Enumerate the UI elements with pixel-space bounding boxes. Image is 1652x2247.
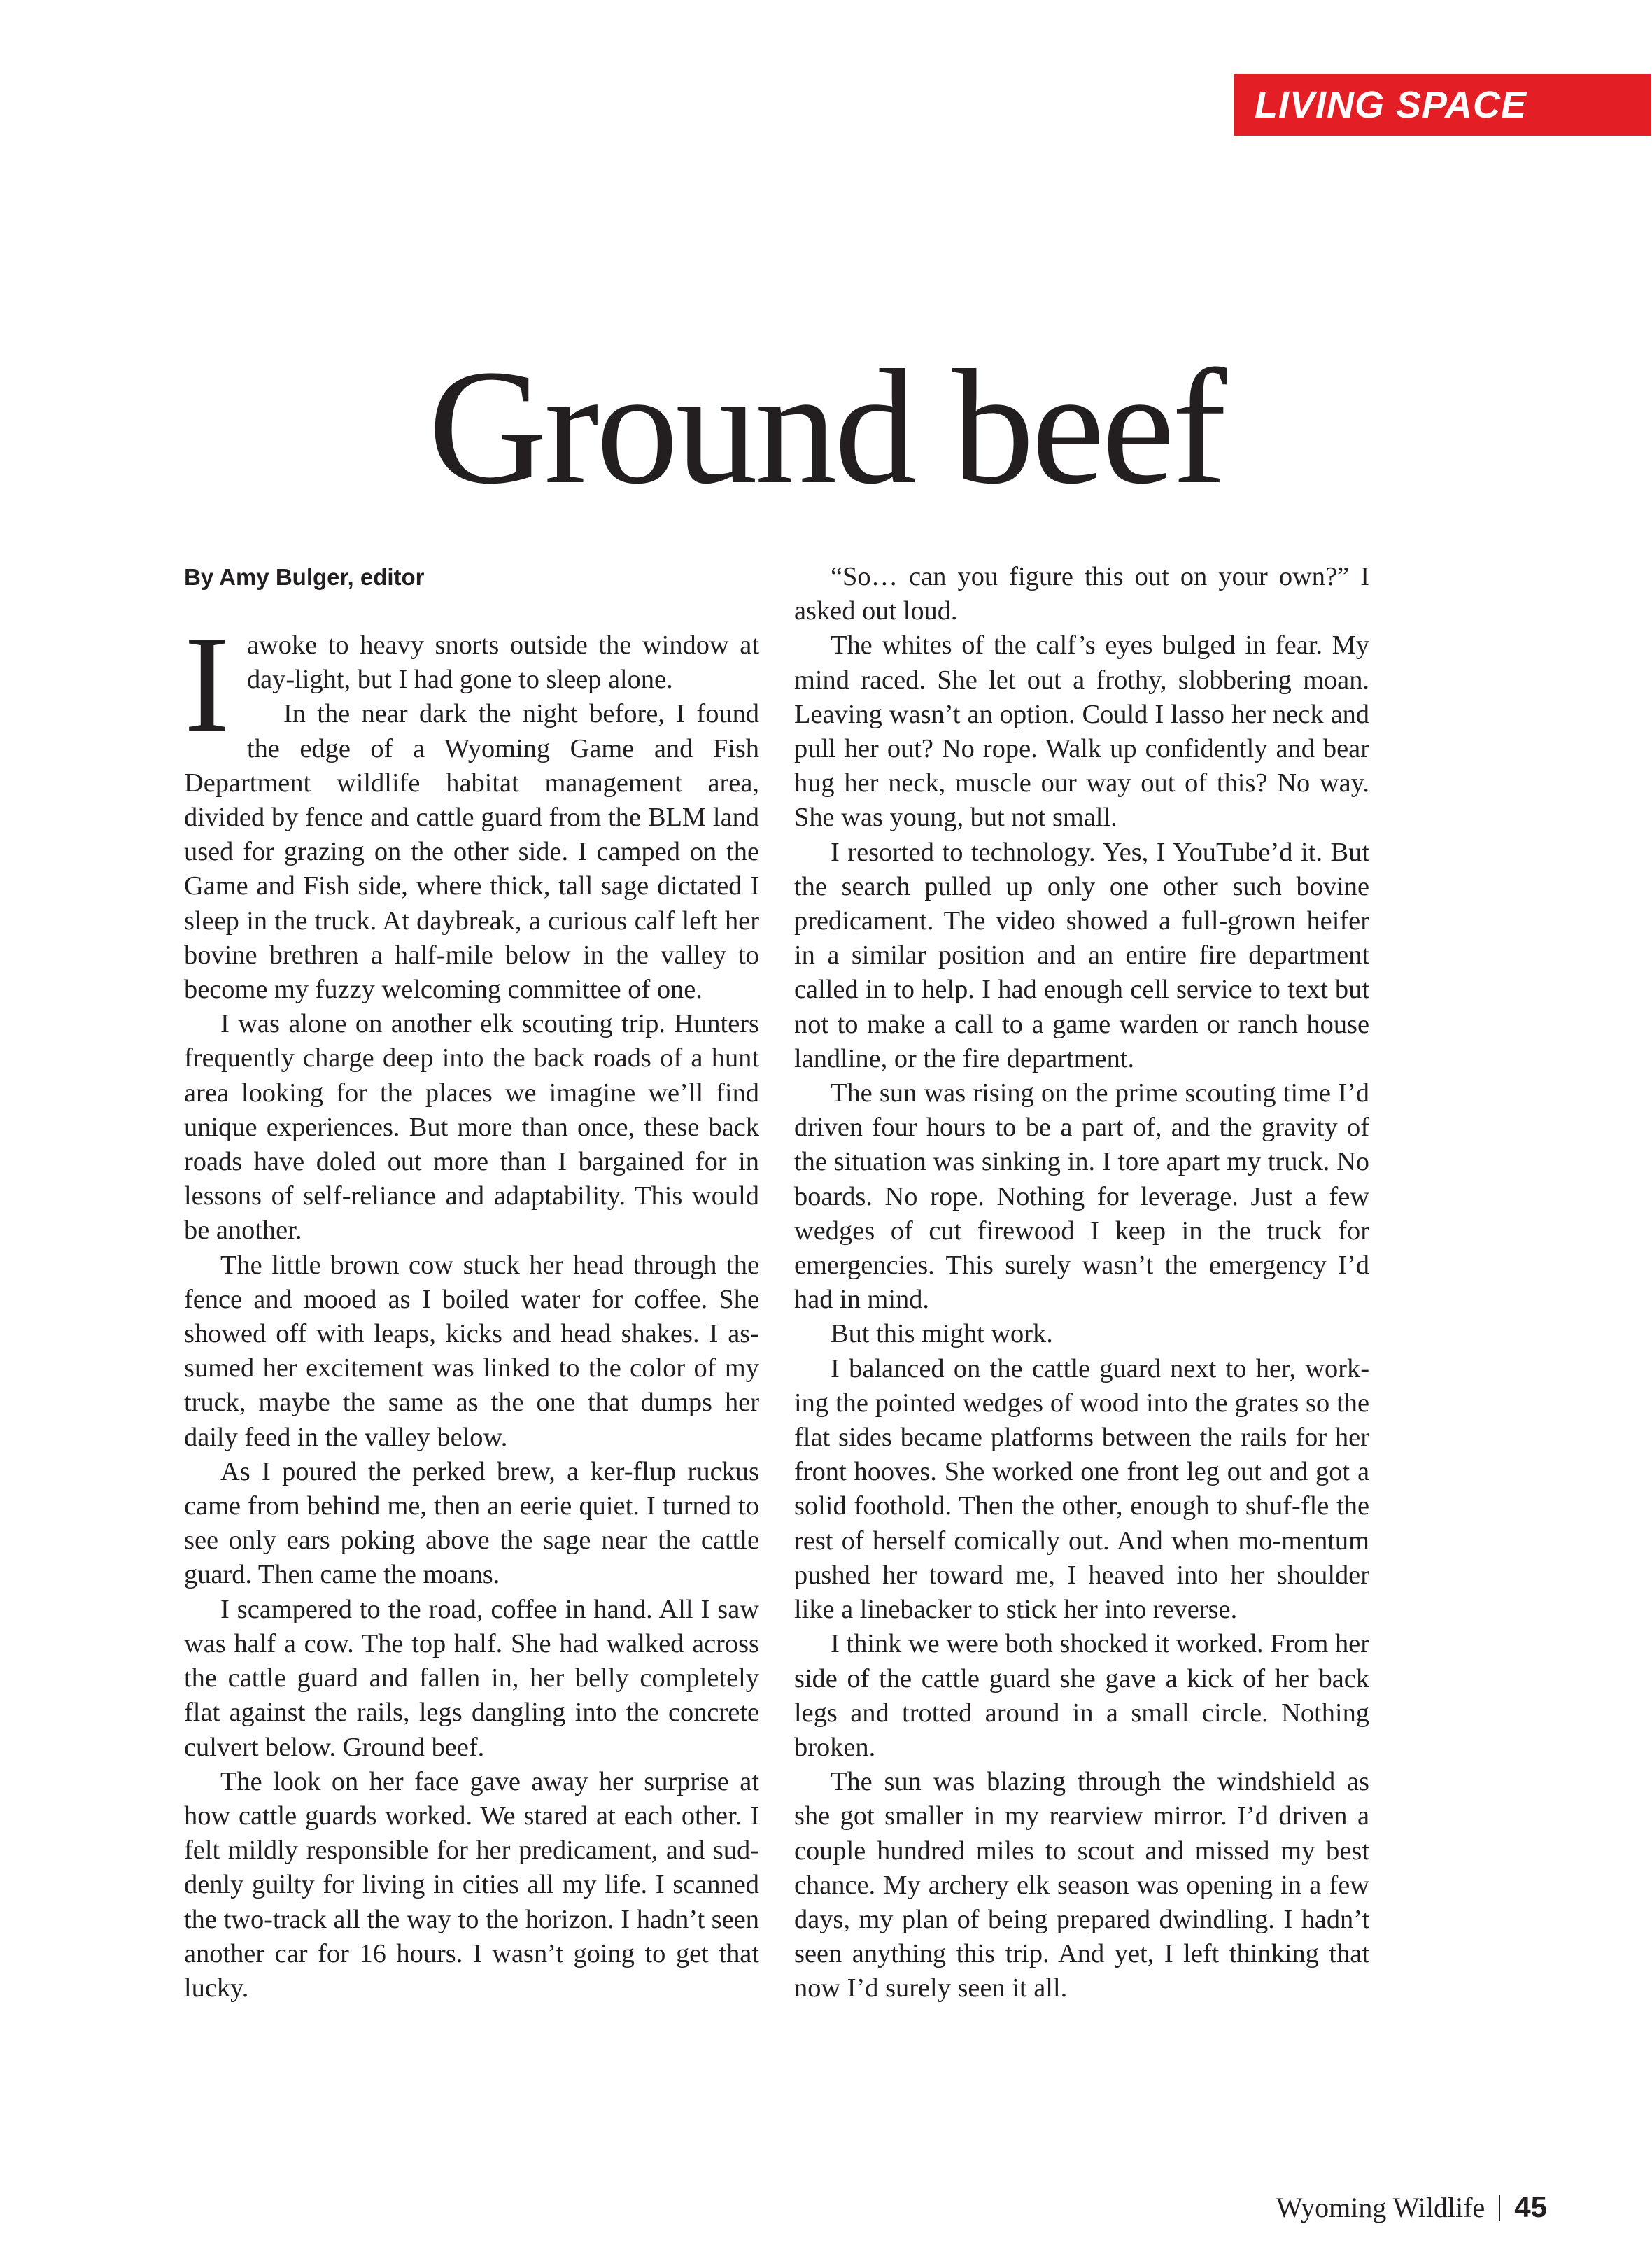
byline: By Amy Bulger, editor: [184, 564, 425, 590]
paragraph: I scampered to the road, coffee in hand. All I saw was half a cow. The top half. She had walked across the cattle guard and fallen in, her belly completely flat against the rails, legs dangling into the concrete culvert below. Ground beef.: [184, 1594, 759, 1762]
paragraph: I resorted to technology. Yes, I YouTube’d it. But the search pulled up only one other such bovine predicament. The video showed a full-grown heifer in a similar position and an entire fire department called in to help. I had enough cell service to text but not to make a call to a game warden or ranch house landline, or the fire department.: [794, 837, 1369, 1073]
paragraph-text: awoke to heavy snorts outside the window at day-light, but I had gone to sleep alone.: [246, 631, 759, 695]
paragraph: As I poured the perked brew, a ker-flup ruckus came from behind me, then an eerie quiet. I turned to see only ears poking above the sage near the cattle guard. Then came the moans.: [184, 1456, 759, 1590]
article-title: Ground beef: [428, 336, 1224, 518]
paragraph: But this might work.: [831, 1319, 1053, 1349]
publication-name: Wyoming Wildlife: [1276, 2192, 1485, 2223]
paragraph: “So… can you figure this out on your own?” I asked out loud.: [794, 562, 1369, 626]
paragraph: I think we were both shocked it worked. From her side of the cattle guard she gave a kick of her back legs and trotted around in a small circle. Nothing broken.: [794, 1629, 1369, 1762]
paragraph: The look on her face gave away her surprise at how cattle guards worked. We stared at each other. I felt mildly responsible for her predicament, and sud-denly guilty for living in cities all my life. I scanned the two-track all the way to the horizon. I hadn’t seen another car for 16 hours. I wasn’t going to get that lucky.: [184, 1766, 759, 2003]
section-tag: LIVING SPACE: [1234, 74, 1651, 136]
paragraph: I balanced on the cattle guard next to her, work-ing the pointed wedges of wood into the grates so the flat sides became platforms between the rails for her front hooves. She worked one front leg out and got a solid foothold. Then the other, enough to shuf-fle the rest of herself comically out. And when mo-mentum pushed her toward me, I heaved into her shoulder like a linebacker to stick her into reverse.: [794, 1353, 1369, 1625]
page-number: 45: [1514, 2190, 1547, 2223]
paragraph: The sun was rising on the prime scouting time I’d driven four hours to be a part of, and the gravity of the situation was sinking in. I tore apart my truck. No boards. No rope. Nothing for leverage. Just a few wedges of cut firewood I keep in the truck for emergencies. This surely wasn’t the emergency I’d had in mind.: [794, 1078, 1369, 1315]
footer-divider: [1499, 2195, 1500, 2221]
paragraph: I was alone on another elk scouting trip. Hunters frequently charge deep into the back roads of a hunt area looking for the places we imagine we’ll find unique experiences. But more than once, these back roads have doled out more than I bargained for in lessons of self-reliance and adaptability. This would be another.: [184, 1009, 759, 1246]
left-column: [184, 560, 759, 2006]
drop-cap: I: [184, 607, 230, 761]
paragraph: The sun was blazing through the windshield as she got smaller in my rearview mirror. I’d driven a couple hundred miles to scout and missed my best chance. My archery elk season was opening in a few days, my plan of being prepared dwindling. I hadn’t seen anything this trip. And yet, I left thinking that now I’d surely seen it all.: [794, 1767, 1369, 2003]
right-column: [794, 560, 1369, 2006]
paragraph: The little brown cow stuck her head through the fence and mooed as I boiled water for coffee. She showed off with leaps, kicks and head shakes. I as-sumed her excitement was linked to the color of my truck, maybe the same as the one that dumps her daily feed in the valley below.: [184, 1250, 759, 1452]
paragraph: In the near dark the night before, I found the edge of a Wyoming Game and Fish Department wildlife habitat management area, divided by fence and cattle guard from the BLM land used for grazing on the other side. I camped on the Game and Fish side, where thick, tall sage dictated I sleep in the truck. At daybreak, a curious calf left her bovine brethren a half-mile below in the valley to become my fuzzy welcoming committee of one.: [184, 699, 759, 1005]
paragraph: [184, 607, 759, 761]
page-footer: [1276, 2188, 1547, 2227]
paragraph: The whites of the calf’s eyes bulged in fear. My mind raced. She let out a frothy, slobbering moan. Leaving wasn’t an option. Could I lasso her neck and pull her out? No rope. Walk up confidently and bear hug her neck, muscle our way out of this? No way. She was young, but not small.: [794, 631, 1369, 833]
